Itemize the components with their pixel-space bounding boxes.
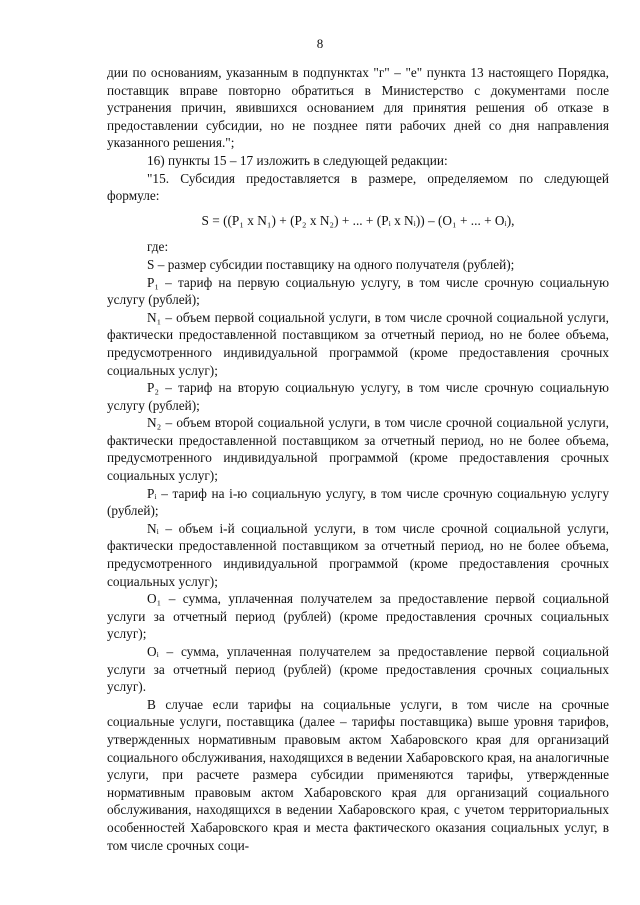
definition-n1: N₁ – объем первой социальной услуги, в том числе срочной социальной услуги, фактически предоставленной поставщиком за отчетный период, но не более объема, предусмотренного индивидуальной программой (кроме предоставления срочных социальных услуг); xyxy=(107,309,609,378)
subsidy-formula: S = ((P₁ x N₁) + (P₂ x N₂) + ... + (Pᵢ x Nᵢ)) – (O₁ + ... + Oᵢ), xyxy=(201,212,515,228)
paragraph-tariffs: В случае если тарифы на социальные услуги, в том числе на срочные социальные услуги, поставщика (далее – тарифы поставщика) выше уровня тарифов, утвержденных нормативным правовым актом Хабаровского края для организаций социального обслуживания, находящихся в ведении Хабаровского края, на аналогичные услуги, при расчете размера субсидии применяются тарифы, утвержденные нормативным правовым актом Хабаровского края для организаций социального обслуживания, находящихся в ведении Хабаровского края, с учетом территориальных особенностей Хабаровского края и места фактического оказания социальных услуг, в том числе срочных соци- xyxy=(107,696,609,853)
paragraph-item-15-lead: "15. Субсидия предоставляется в размере, определяемом по следующей формуле: xyxy=(107,170,609,204)
definition-s: S – размер субсидии поставщику на одного получателя (рублей); xyxy=(147,256,515,272)
paragraph-item-16: 16) пункты 15 – 17 изложить в следующей редакции: xyxy=(147,152,448,168)
definition-p1: P₁ – тариф на первую социальную услугу, в том числе срочную социальную услугу (рублей); xyxy=(107,274,609,308)
page-number: 8 xyxy=(316,36,324,51)
definition-o1: O₁ – сумма, уплаченная получателем за предоставление первой социальной услуги за отчетный период (рублей) (кроме предоставления срочных социальных услуг); xyxy=(107,591,609,642)
document-body xyxy=(107,64,609,854)
definition-p2: P₂ – тариф на вторую социальную услугу, в том числе срочную социальную услугу (рублей); xyxy=(107,380,609,413)
definition-ni: Nᵢ – объем i-й социальной услуги, в том числе срочной социальной услуги, фактически предоставленной поставщиком за отчетный период, но не более объема, предусмотренного индивидуальной программой (кроме предоставления срочных социальных услуг); xyxy=(107,520,609,589)
definition-oi: Oᵢ – сумма, уплаченная получателем за предоставление первой социальной услуги за отчетный период (рублей) (кроме предоставления срочных социальных услуг). xyxy=(107,644,609,695)
definition-pi: Pᵢ – тариф на i-ю социальную услугу, в том числе срочную социальную услугу (рублей); xyxy=(107,485,609,519)
definition-n2: N₂ – объем второй социальной услуги, в том числе срочной социальной услуги, фактически предоставленной поставщиком за отчетный период, но не более объема, предусмотренного индивидуальной программой (кроме предоставления срочных социальных услуг); xyxy=(107,415,609,484)
paragraph-intro: дии по основаниям, указанным в подпунктах "г" – "е" пункта 13 настоящего Порядка, поставщик вправе повторно обратиться в Министерство с документами после устранения причин, явившихся основанием для принятия решения об отказе в предоставлении субсидии, но не позднее пяти рабочих дней со дня направления указанного решения."; xyxy=(107,65,609,151)
where-label: где: xyxy=(147,239,169,255)
